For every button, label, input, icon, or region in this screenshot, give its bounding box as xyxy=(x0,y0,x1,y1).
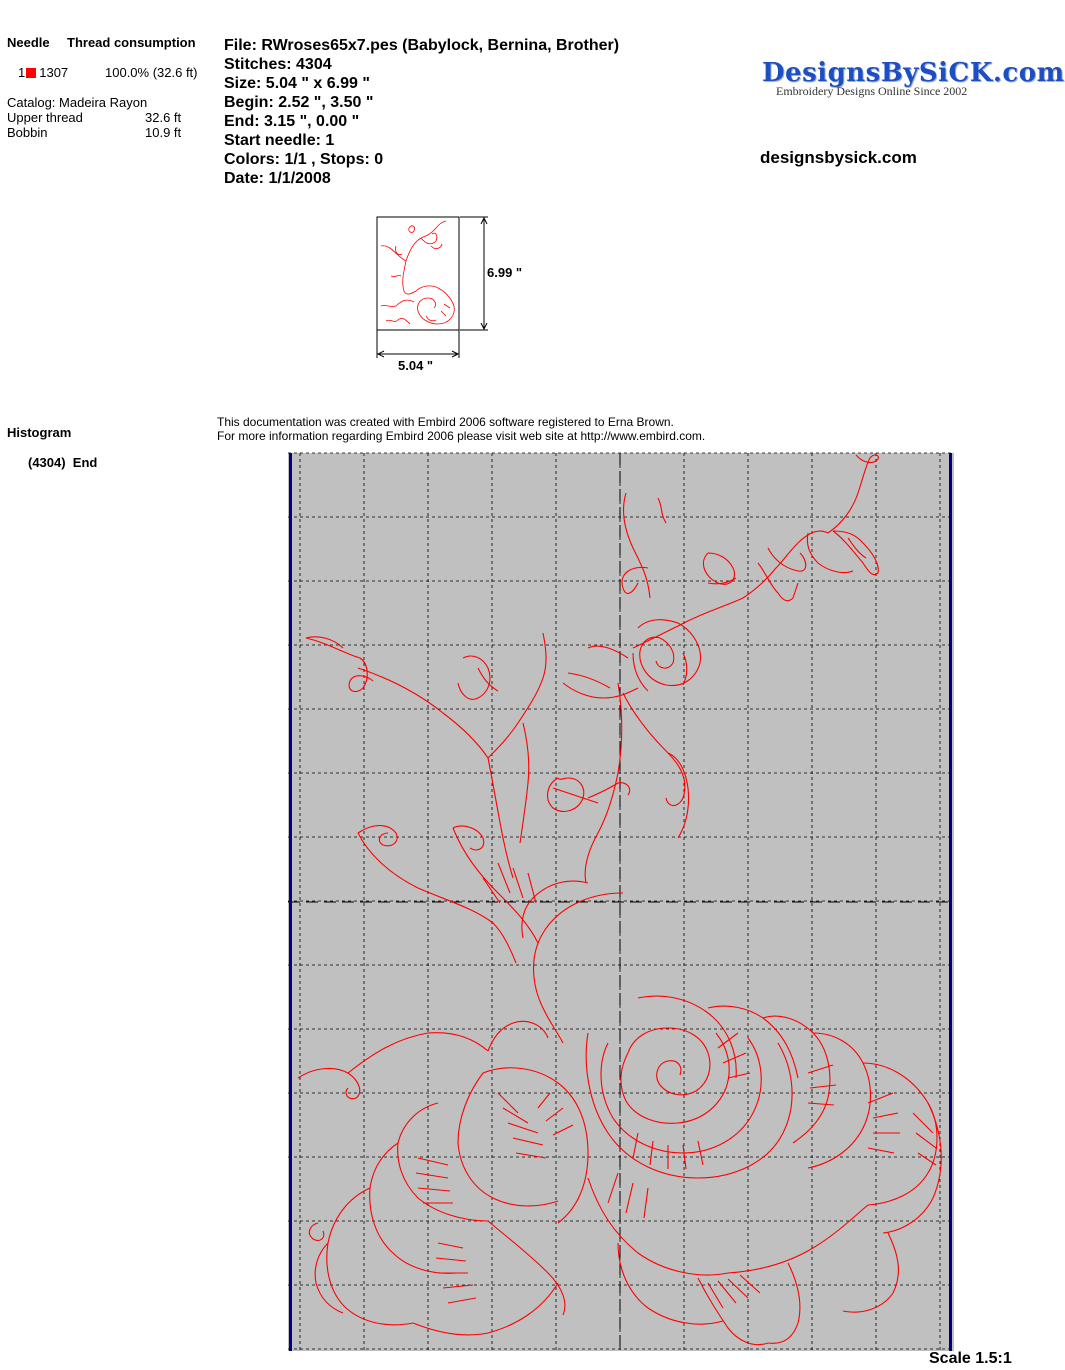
embird-notice-line2: For more information regarding Embird 2006 please visit web site at http://www.embird.com. xyxy=(217,429,706,443)
bobbin-label: Bobbin xyxy=(7,125,48,140)
plot-right-border xyxy=(949,453,952,1351)
upper-thread-value: 32.6 ft xyxy=(145,110,182,125)
needle-row xyxy=(18,65,68,80)
design-info xyxy=(224,36,619,188)
thread-color-swatch xyxy=(26,68,36,78)
upper-thread-label: Upper thread xyxy=(7,110,83,125)
end-position: End: 3.15 ", 0.00 " xyxy=(224,113,360,130)
designsbysick-logo xyxy=(762,58,1065,99)
histogram-entry: (4304) End xyxy=(28,455,98,470)
thread-consumption-header: Thread consumption xyxy=(67,35,196,50)
design-date: Date: 1/1/2008 xyxy=(224,170,331,187)
file-name: File: RWroses65x7.pes (Babylock, Bernina, Brother) xyxy=(224,37,620,54)
thumbnail-height-label: 6.99 " xyxy=(487,265,523,280)
begin-position: Begin: 2.52 ", 3.50 " xyxy=(224,94,374,111)
needle-column-header: Needle xyxy=(7,35,50,50)
histogram-label: Histogram xyxy=(7,425,72,440)
thumbnail-width-label: 5.04 " xyxy=(398,358,434,373)
stitch-plot xyxy=(288,453,954,1351)
embird-notice-line1: This documentation was created with Embird 2006 software registered to Erna Brown. xyxy=(217,415,674,429)
needle-consumption: 100.0% (32.6 ft) xyxy=(105,65,198,80)
logo-wordmark: DesignsBySiCK.com xyxy=(762,58,1065,88)
catalog-label: Catalog: Madeira Rayon xyxy=(7,95,148,110)
colors-stops: Colors: 1/1 , Stops: 0 xyxy=(224,151,384,168)
needle-number: 1 xyxy=(18,65,26,80)
start-needle: Start needle: 1 xyxy=(224,132,335,149)
bobbin-value: 10.9 ft xyxy=(145,125,182,140)
scale-label: Scale 1.5:1 xyxy=(929,1350,1012,1367)
plot-left-border xyxy=(289,453,292,1351)
design-thumbnail xyxy=(376,216,536,381)
website-link[interactable]: designsbysick.com xyxy=(760,148,917,167)
design-size: Size: 5.04 " x 6.99 " xyxy=(224,75,370,92)
embird-notice xyxy=(217,415,705,443)
thread-color-code: 1307 xyxy=(39,65,69,80)
stitch-count: Stitches: 4304 xyxy=(224,56,332,73)
logo-tagline: Embroidery Designs Online Since 2002 xyxy=(776,84,968,98)
